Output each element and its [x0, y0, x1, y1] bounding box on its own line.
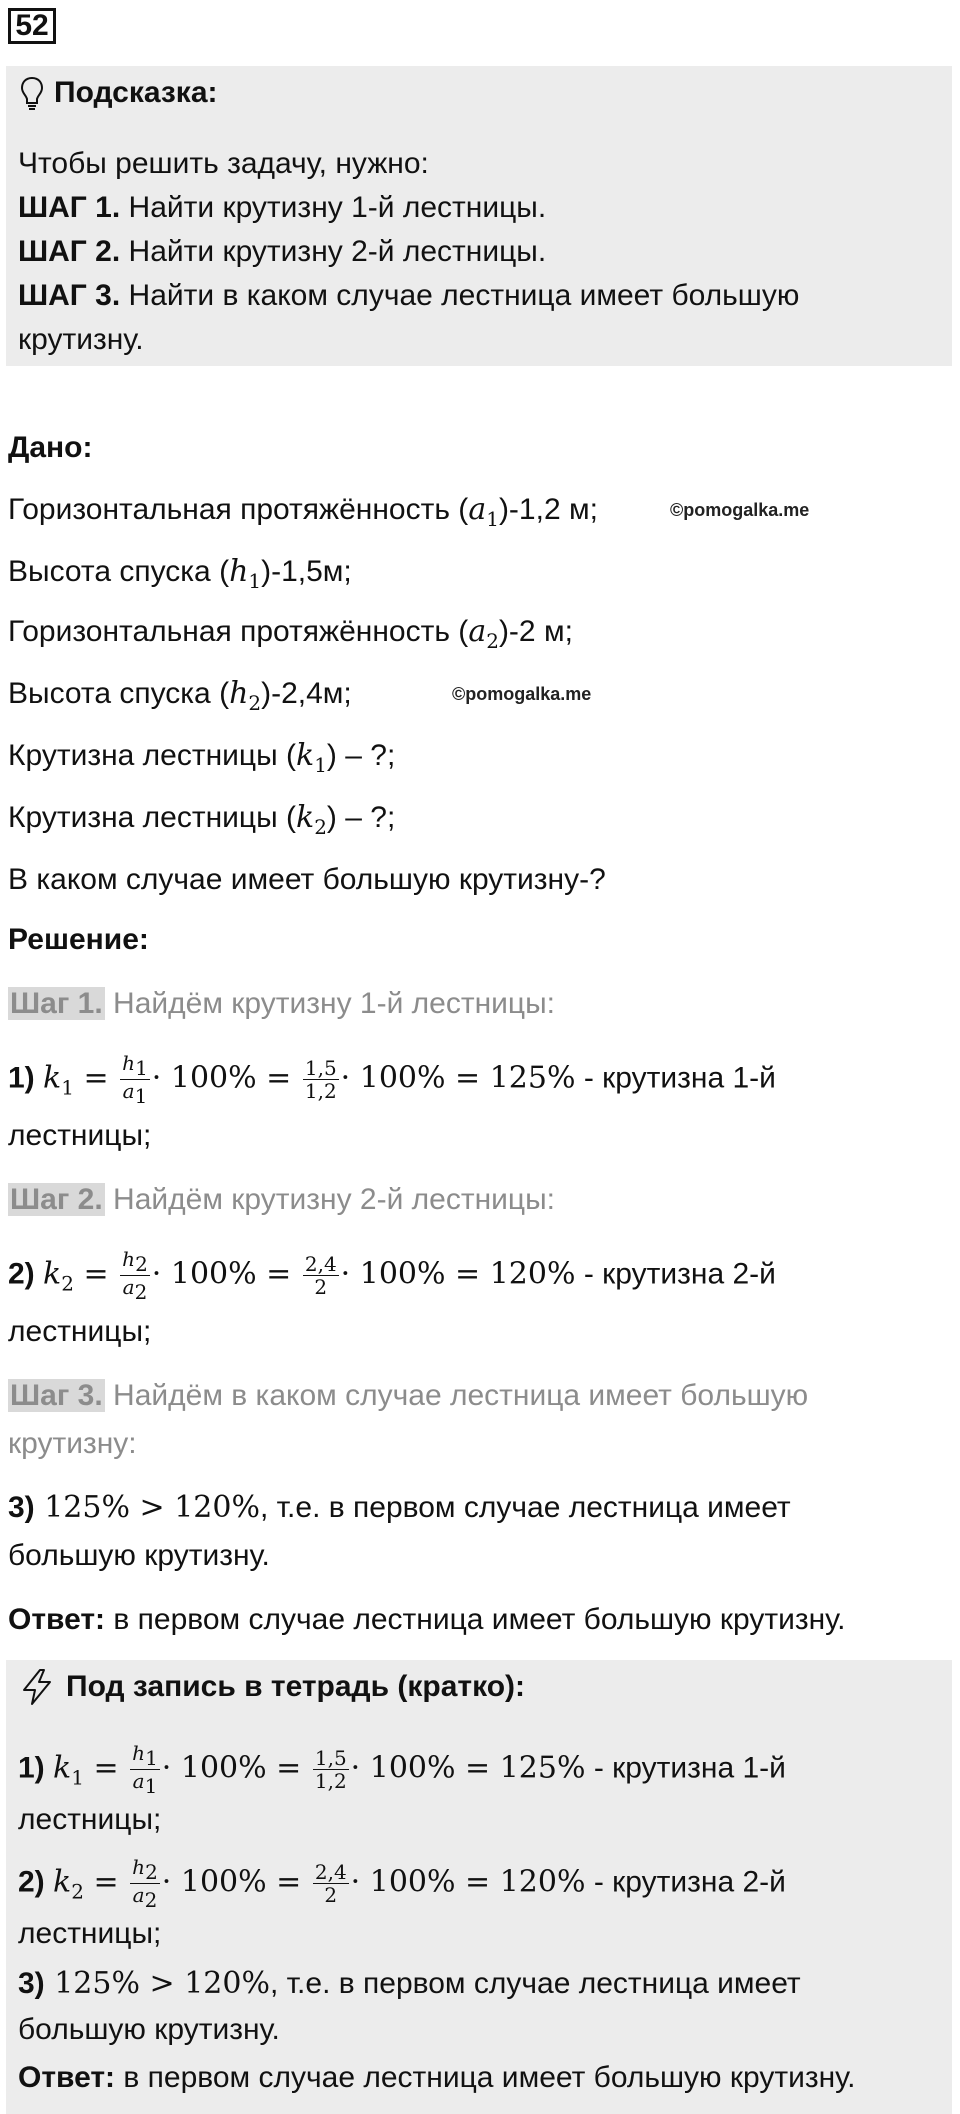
solution-step-1: Шаг 1. Найдём крутизну 1-й лестницы:	[10, 987, 556, 1020]
solution-step-3: Шаг 3. Найдём в каком случае лестница имеет большую	[10, 1379, 809, 1412]
watermark-2: ©pomogalka.me	[452, 684, 592, 704]
solution-title: Решение:	[8, 923, 149, 956]
short-formula-2: 2) $k_2$ = $\frac{h_2}{a_2}$ · 100% = $\frac{2,4}{2}$ · 100% = 120% - крутизна 2-й	[18, 1855, 786, 1912]
short-title	[20, 1668, 525, 1706]
lightning-icon	[20, 1668, 54, 1706]
given-line-4: Высота спуска $(h_2)-2,4м$;	[8, 676, 352, 715]
solution-formula-2: 2) $k_2$ = $\frac{h_2}{a_2}$ · 100% = $\frac{2,4}{2}$ · 100% = 120% - крутизна 2-й	[8, 1247, 776, 1304]
solution-formula-2-cont: лестницы;	[8, 1315, 152, 1348]
short-formula-1-cont: лестницы;	[18, 1803, 162, 1836]
short-formula-2-cont: лестницы;	[18, 1917, 162, 1950]
lightbulb-icon	[20, 76, 44, 110]
task-number: 52	[8, 8, 56, 44]
short-formula-3: 3) 125% > 120%, т.е. в первом случае лестница имеет	[18, 1966, 801, 2001]
answer: Ответ: в первом случае лестница имеет большую крутизну.	[8, 1603, 846, 1636]
short-formula-1: 1) $k_1$ = $\frac{h_1}{a_1}$ · 100% = $\frac{1,5}{1,2}$ · 100% = 125% - крутизна 1-й	[18, 1741, 786, 1798]
hint-title	[20, 76, 218, 110]
hint-step-1: ШАГ 1. Найти крутизну 1-й лестницы.	[18, 191, 547, 224]
hint-box	[6, 66, 952, 366]
hint-step-3-cont: крутизну.	[18, 323, 144, 356]
hint-step-3: ШАГ 3. Найти в каком случае лестница имеет большую	[18, 279, 800, 312]
solution-formula-1: 1) $k_1$ = $\frac{h_1}{a_1}$ · 100% = $\frac{1,5}{1,2}$ · 100% = 125% - крутизна 1-й	[8, 1051, 776, 1108]
short-notes-box	[6, 1660, 952, 2114]
solution-formula-3: 3) 125% > 120%, т.е. в первом случае лестница имеет	[8, 1490, 791, 1525]
hint-title-text: Подсказка:	[54, 76, 218, 109]
watermark-1: ©pomogalka.me	[670, 500, 810, 520]
solution-formula-3-cont: большую крутизну.	[8, 1539, 270, 1572]
given-line-1: Горизонтальная протяжённость $(a_1)-1,2$ м;	[8, 492, 598, 531]
solution-step-3-cont: крутизну:	[8, 1427, 137, 1460]
given-line-7: В каком случае имеет большую крутизну-?	[8, 863, 606, 896]
short-formula-3-cont: большую крутизну.	[18, 2013, 280, 2046]
given-line-3: Горизонтальная протяжённость $(a_2)-2$ м;	[8, 614, 573, 653]
short-answer: Ответ: в первом случае лестница имеет большую крутизну.	[18, 2061, 856, 2094]
short-title-text: Под запись в тетрадь (кратко):	[66, 1670, 526, 1703]
hint-step-2: ШАГ 2. Найти крутизну 2-й лестницы.	[18, 235, 547, 268]
hint-intro: Чтобы решить задачу, нужно:	[18, 147, 429, 180]
given-line-6: Крутизна лестницы $(k_2)$ – ?;	[8, 800, 396, 839]
given-line-2: Высота спуска $(h_1)-1,5м$;	[8, 554, 352, 593]
given-line-5: Крутизна лестницы $(k_1)$ – ?;	[8, 738, 396, 777]
solution-formula-1-cont: лестницы;	[8, 1119, 152, 1152]
solution-step-2: Шаг 2. Найдём крутизну 2-й лестницы:	[10, 1183, 556, 1216]
given-title: Дано:	[8, 431, 93, 464]
